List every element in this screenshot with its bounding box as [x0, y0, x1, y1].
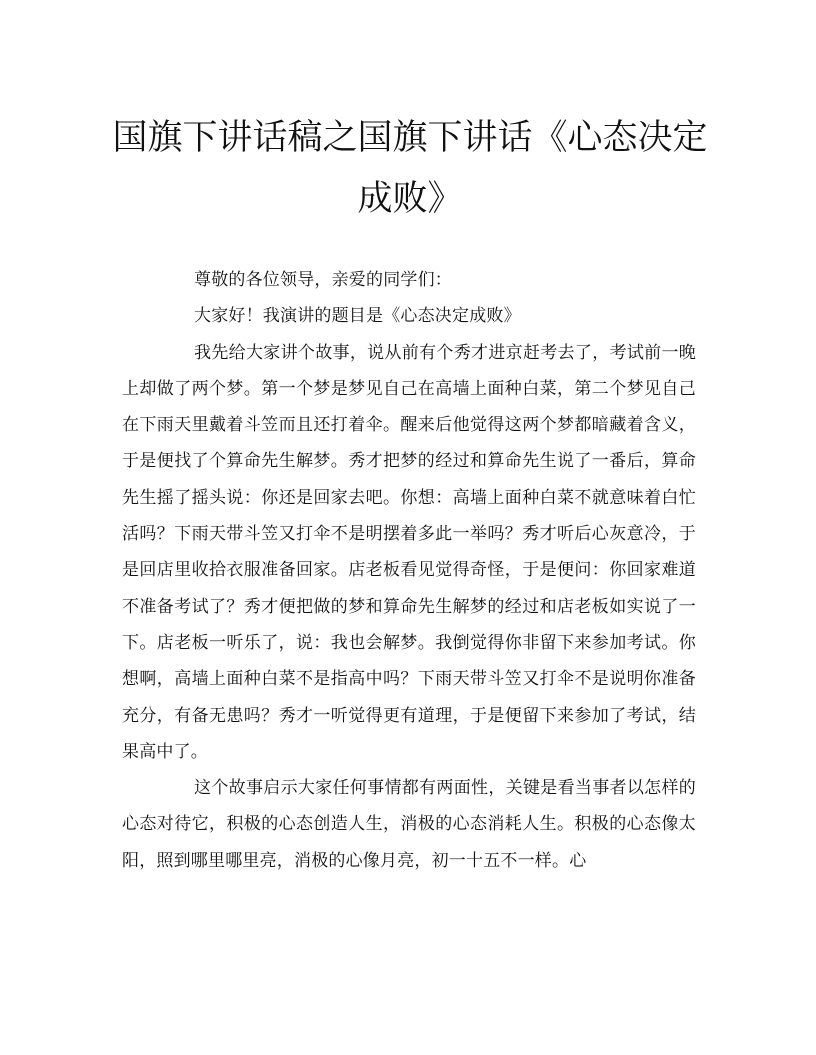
story-paragraph: 我先给大家讲个故事，说从前有个秀才进京赶考去了，考试前一晚上却做了两个梦。第一个梦是梦见自己在高墙上面种白菜，第二个梦见自己在下雨天里戴着斗笠而且还打着伞。醒来后他觉得这两个梦都暗藏着含义，于是便找了个算命先生解梦。秀才把梦的经过和算命先生说了一番后，算命先生摇了摇头说：你还是回家去吧。你想：高墙上面种白菜不就意味着白忙活吗？下雨天带斗笠又打伞不是明摆着多此一举吗？秀才听后心灰意冷，于是回店里收拾衣服准备回家。店老板看见觉得奇怪，于是便问：你回家难道不准备考试了？秀才便把做的梦和算命先生解梦的经过和店老板如实说了一下。店老板一听乐了，说：我也会解梦。我倒觉得你非留下来参加考试。你想啊，高墙上面种白菜不是指高中吗？下雨天带斗笠又打伞不是说明你准备充分，有备无患吗？秀才一听觉得更有道理，于是便留下来参加了考试，结果高中了。: [122, 342, 696, 762]
document-body: [122, 262, 696, 879]
lesson-paragraph: 这个故事启示大家任何事情都有两面性，关键是看当事者以怎样的心态对待它，积极的心态创造人生，消极的心态消耗人生。积极的心态像太阳，照到哪里哪里亮，消极的心像月亮，初一十五不一样。心: [122, 778, 696, 871]
document-title: 国旗下讲话稿之国旗下讲话《心态决定成败》: [112, 118, 708, 219]
salutation-paragraph: 尊敬的各位领导，亲爱的同学们：: [194, 270, 452, 290]
greeting-paragraph: 大家好！我演讲的题目是《心态决定成败》: [194, 306, 521, 327]
